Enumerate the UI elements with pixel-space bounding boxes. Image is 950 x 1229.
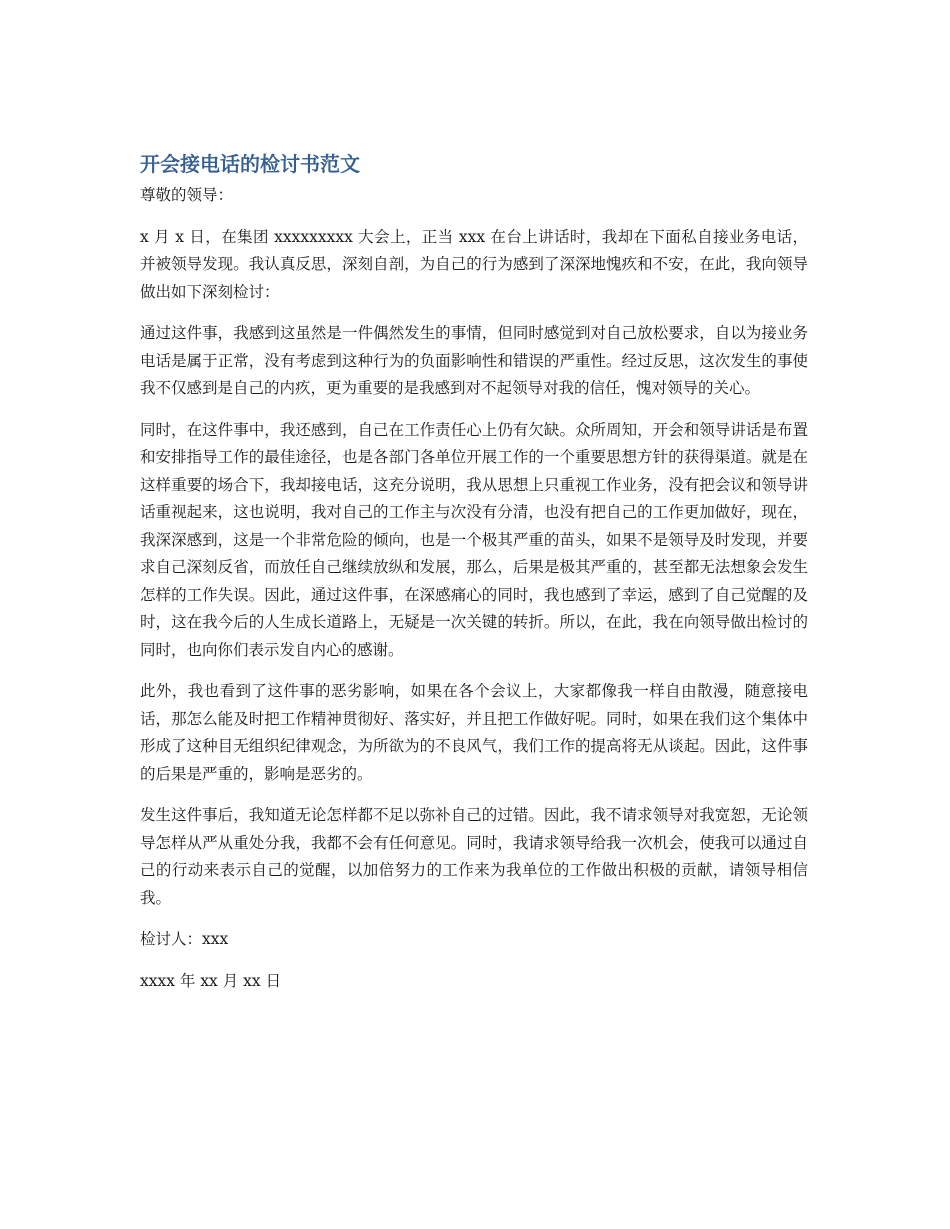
paragraph-4: 此外，我也看到了这件事的恶劣影响，如果在各个会议上，大家都像我一样自由散漫，随意接电话，那怎么能及时把工作精神贯彻好、落实好，并且把工作做好呢。同时，如果在我们这个集体中形成了这种目无组织纪律观念，为所欲为的不良风气，我们工作的提高将无从谈起。因此，这件事的后果是严重的，影响是恶劣的。 — [140, 682, 808, 783]
salutation: 尊敬的领导： — [140, 186, 234, 204]
document-title: 开会接电话的检讨书范文 — [140, 152, 360, 176]
date-line: xxxx 年 xx 月 xx 日 — [140, 971, 282, 990]
paragraph-1: x 月 x 日，在集团 xxxxxxxxx 大会上，正当 xxx 在台上讲话时，我却在下面私自接业务电话，并被领导发现。我认真反思，深刻自剖，为自己的行为感到了深深地愧疚和不安，在此，我向领导做出如下深刻检讨： — [140, 227, 808, 301]
signer-line: 检讨人：xxx — [140, 930, 229, 948]
paragraph-3: 同时，在这件事中，我还感到，自己在工作责任心上仍有欠缺。众所周知，开会和领导讲话是布置和安排指导工作的最佳途径，也是各部门各单位开展工作的一个重要思想方针的获得渠道。就是在这样重要的场合下，我却接电话，这充分说明，我从思想上只重视工作业务，没有把会议和领导讲话重视起来，这也说明，我对自己的工作主与次没有分清，也没有把自己的工作更加做好，现在，我深深感到，这是一个非常危险的倾向，也是一个极其严重的苗头，如果不是领导及时发现，并要求自己深刻反省，而放任自己继续放纵和发展，那么，后果是极其严重的，甚至都无法想象会发生怎样的工作失误。因此，通过这件事，在深感痛心的同时，我也感到了幸运，感到了自己觉醒的及时，这在我今后的人生成长道路上，无疑是一次关键的转折。所以，在此，我在向领导做出检讨的同时，也向你们表示发自内心的感谢。 — [140, 420, 808, 659]
document-page — [140, 150, 808, 1009]
paragraph-5: 发生这件事后，我知道无论怎样都不足以弥补自己的过错。因此，我不请求领导对我宽恕，无论领导怎样从严从重处分我，我都不会有任何意见。同时，我请求领导给我一次机会，使我可以通过自己的行动来表示自己的觉醒，以加倍努力的工作来为我单位的工作做出积极的贡献，请领导相信我。 — [140, 806, 808, 907]
paragraph-2: 通过这件事，我感到这虽然是一件偶然发生的事情，但同时感觉到对自己放松要求，自以为接业务电话是属于正常，没有考虑到这种行为的负面影响性和错误的严重性。经过反思，这次发生的事使我不仅感到是自己的内疚，更为重要的是我感到对不起领导对我的信任，愧对领导的关心。 — [140, 324, 808, 397]
